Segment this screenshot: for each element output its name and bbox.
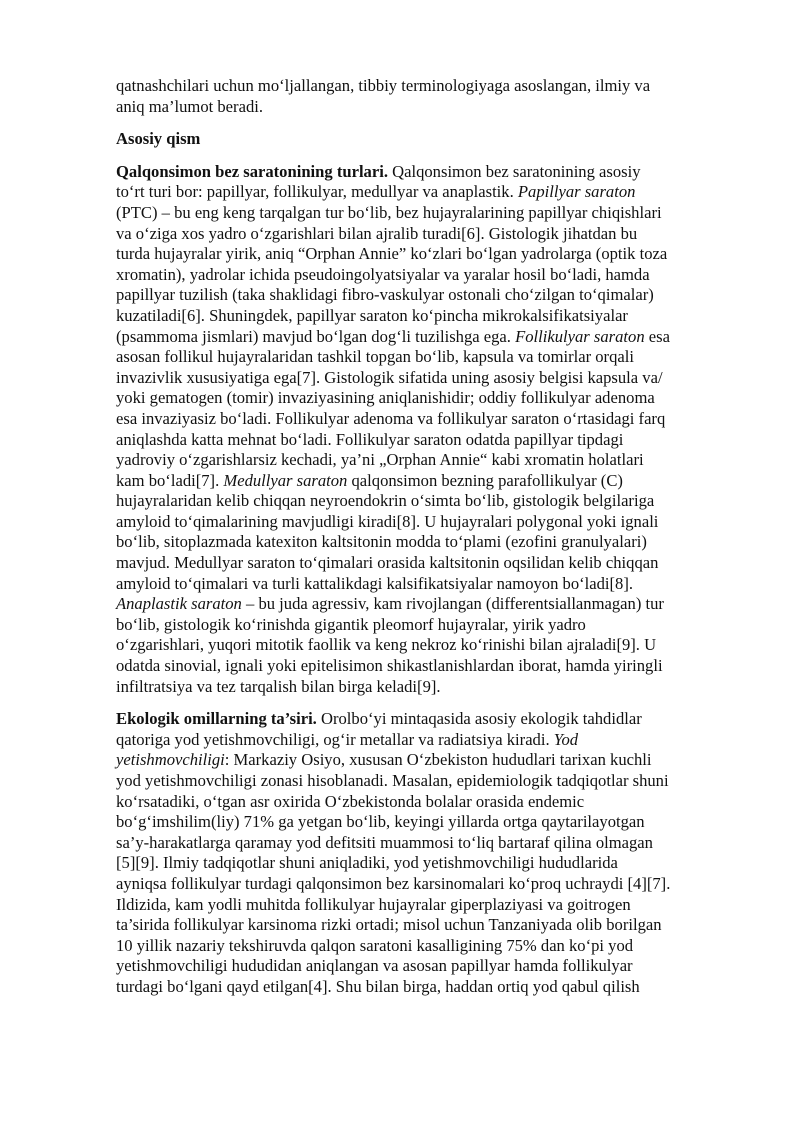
- text-line: [116, 162, 726, 183]
- text-run: Ildizida, kam yodli muhitda follikulyar hujayralar giperplaziyasi va goitrogen: [116, 894, 631, 914]
- paragraph-lead: Ekologik omillarning ta’siri.: [116, 709, 317, 729]
- text-run: amyloid to‘qimalari va turli kattalikdagi kalsifikatsiyalar namoyon bo‘ladi[8].: [116, 573, 634, 593]
- text-line: [116, 709, 726, 730]
- text-run: va o‘ziga xos yadro o‘zgarishlari bilan ajralib turadi[6]. Gistologik jihatdan bu: [116, 223, 638, 243]
- text-line: aniq ma’lumot beradi.: [116, 96, 263, 116]
- text-line: [116, 368, 726, 389]
- text-line: [116, 615, 726, 636]
- italic-term: Yod: [553, 729, 579, 749]
- text-line: [116, 812, 726, 833]
- text-line: [116, 677, 726, 698]
- text-line: [116, 750, 726, 771]
- text-line: [116, 936, 726, 957]
- text-run: qalqonsimon bezning parafollikulyar (C): [347, 470, 623, 490]
- intro-text: [116, 76, 726, 117]
- text-run: bo‘lib, sitoplazmada katexiton kaltsitonin modda to‘plami (ezofini granulyalari): [116, 532, 647, 552]
- text-line: [116, 771, 726, 792]
- text-run: to‘rt turi bor: papillyar, follikulyar, medullyar va anaplastik.: [116, 182, 518, 202]
- section-heading: Asosiy qism: [116, 129, 201, 149]
- text-run: ayniqsa follikulyar turdagi qalqonsimon bez karsinomalari ko‘proq uchraydi [4][7].: [116, 873, 671, 893]
- text-run: yetishmovchiligi hududidan aniqlangan va asosan papillyar hamda follikulyar: [116, 956, 633, 976]
- text-run: asosan follikul hujayralaridan tashkil topgan bo‘lib, kapsula va tomirlar orqali: [116, 347, 634, 367]
- paragraph-thyroid-cancer-types: [116, 162, 726, 697]
- text-run: yod yetishmovchiligi zonasi hisoblanadi. Masalan, epidemiologik tadqiqotlar shuni: [116, 771, 669, 790]
- text-line: qatnashchilari uchun mo‘ljallangan, tibbiy terminologiyaga asoslangan, ilmiy va: [116, 76, 651, 95]
- text-run: turda hujayralar yirik, aniq “Orphan Annie” ko‘zlari bo‘lgan yadrolarga (optik toza: [116, 244, 668, 264]
- text-line: [116, 956, 726, 977]
- text-line: [116, 347, 726, 368]
- text-run: ta’sirida follikulyar karsinoma rizki ortadi; misol uchun Tanzaniyada olib borilgan: [116, 915, 662, 935]
- text-line: [116, 182, 726, 203]
- text-line: [116, 594, 726, 615]
- italic-term: Papillyar saraton: [517, 182, 636, 202]
- text-run: xromatin), yadrolar ichida pseudoingolyatsiyalar va yaralar hosil bo‘ladi, hamda: [116, 264, 650, 284]
- text-run: mavjud. Medullyar saraton to‘qimalari orasida kaltsitonin oqsilidan kelib chiqqan: [116, 553, 659, 573]
- text-run: (psammoma jismlari) mavjud bo‘lgan dog‘li tuzilishga ega.: [116, 326, 516, 346]
- text-line: [116, 203, 726, 224]
- text-line: [116, 656, 726, 677]
- text-run: amyloid to‘qimalarining mavjudligi kiradi[8]. U hujayralari polygonal yoki ignali: [116, 511, 659, 531]
- text-run: (PTC) – bu eng keng tarqalgan tur bo‘lib, bez hujayralarining papillyar chiqishlari: [116, 202, 662, 222]
- text-line: [116, 306, 726, 327]
- text-run: aniqlashda katta mehnat bo‘ladi. Follikulyar saraton odatda papillyar tipdagi: [116, 429, 624, 449]
- text-line: [116, 574, 726, 595]
- text-run: ko‘rsatadiki, o‘tgan asr oxirida O‘zbekistonda bolalar orasida endemic: [116, 791, 585, 811]
- text-run: invazivlik xususiyatiga ega[7]. Gistologik sifatida uning asosiy belgisi kapsula va/: [116, 367, 663, 387]
- text-line: [116, 853, 726, 874]
- text-run: bo‘g‘imshilim(liy) 71% ga yetgan bo‘lib, keyingi yillarda ortga qaytarilayotgan: [116, 812, 645, 832]
- text-run: esa: [644, 326, 670, 346]
- document-page: [116, 76, 726, 998]
- text-line: [116, 409, 726, 430]
- text-run: bo‘lib, gistologik ko‘rinishda gigantik pleomorf hujayralar, yirik yadro: [116, 614, 586, 634]
- text-run: : Markaziy Osiyo, xususan O‘zbekiston hududlari tarixan kuchli: [224, 750, 652, 770]
- paragraph-lead: Qalqonsimon bez saratonining turlari.: [116, 161, 388, 181]
- text-line: [116, 327, 726, 348]
- text-line: [116, 224, 726, 245]
- text-line: [116, 635, 726, 656]
- text-run: esa invaziyasiz bo‘ladi. Follikulyar adenoma va follikulyar saraton o‘rtasidagi farq: [116, 408, 666, 428]
- text-run: sa’y-harakatlarga qaramay yod defitsiti muammosi to‘liq bartaraf qilina olmagan: [116, 832, 653, 852]
- text-run: 10 yillik nazariy tekshiruvda qalqon saratoni kasalligining 75% dan ko‘pi yod: [116, 935, 634, 955]
- text-run: – bu juda agressiv, kam rivojlangan (differentsiallanmagan) tur: [241, 594, 664, 614]
- text-line: [116, 430, 726, 451]
- text-line: [116, 471, 726, 492]
- italic-term: Follikulyar saraton: [515, 326, 645, 346]
- text-line: [116, 388, 726, 409]
- text-line: [116, 833, 726, 854]
- text-run: hujayralaridan kelib chiqqan neyroendokrin o‘simta bo‘lib, gistologik belgilariga: [116, 491, 655, 511]
- text-run: Orolbo‘yi mintaqasida asosiy ekologik tahdidlar: [316, 709, 642, 729]
- text-line: [116, 491, 726, 512]
- text-line: [116, 792, 726, 813]
- italic-term: Medullyar saraton: [223, 470, 348, 490]
- text-run: infiltratsiya va tez tarqalish bilan birga keladi[9].: [116, 676, 441, 696]
- text-run: qatoriga yod yetishmovchiligi, og‘ir metallar va radiatsiya kiradi.: [116, 729, 554, 749]
- text-run: yoki gematogen (tomir) invaziyasining aniqlanishidir; oddiy follikulyar adenoma: [116, 388, 655, 408]
- text-run: papillyar tuzilish (taka shaklidagi fibro-vaskulyar ostonali cho‘zilgan to‘qimalar): [116, 285, 654, 305]
- text-run: o‘zgarishlari, yuqori mitotik faollik va keng nekroz ko‘rinishi bilan ajraladi[9]. U: [116, 635, 657, 655]
- text-line: [116, 285, 726, 306]
- text-line: [116, 450, 726, 471]
- text-run: odatda sinovial, ignali yoki epitelisimon shikastlanishlardan iborat, hamda yiringli: [116, 656, 663, 676]
- italic-term: Anaplastik saraton: [116, 594, 242, 614]
- text-line: [116, 895, 726, 916]
- text-line: [116, 874, 726, 895]
- text-run: yadroviy o‘zgarishlarsiz kechadi, ya’ni „Orphan Annie“ kabi xromatin holatlari: [116, 450, 644, 470]
- text-line: [116, 244, 726, 265]
- text-line: [116, 265, 726, 286]
- text-line: [116, 532, 726, 553]
- text-run: turdagi bo‘lgani qayd etilgan[4]. Shu bilan birga, haddan ortiq yod qabul qilish: [116, 976, 640, 996]
- paragraph-ecological-factors: [116, 709, 726, 997]
- text-run: [5][9]. Ilmiy tadqiqotlar shuni aniqladiki, yod yetishmovchiligi hududlarida: [116, 853, 618, 873]
- text-line: [116, 915, 726, 936]
- text-line: [116, 730, 726, 751]
- italic-term: yetishmovchiligi: [116, 750, 225, 770]
- text-line: [116, 512, 726, 533]
- text-run: kam bo‘ladi[7].: [116, 470, 224, 490]
- text-line: [116, 977, 726, 998]
- text-run: Qalqonsimon bez saratonining asosiy: [387, 161, 641, 181]
- text-line: [116, 553, 726, 574]
- text-run: kuzatiladi[6]. Shuningdek, papillyar saraton ko‘pincha mikrokalsifikatsiyalar: [116, 305, 628, 325]
